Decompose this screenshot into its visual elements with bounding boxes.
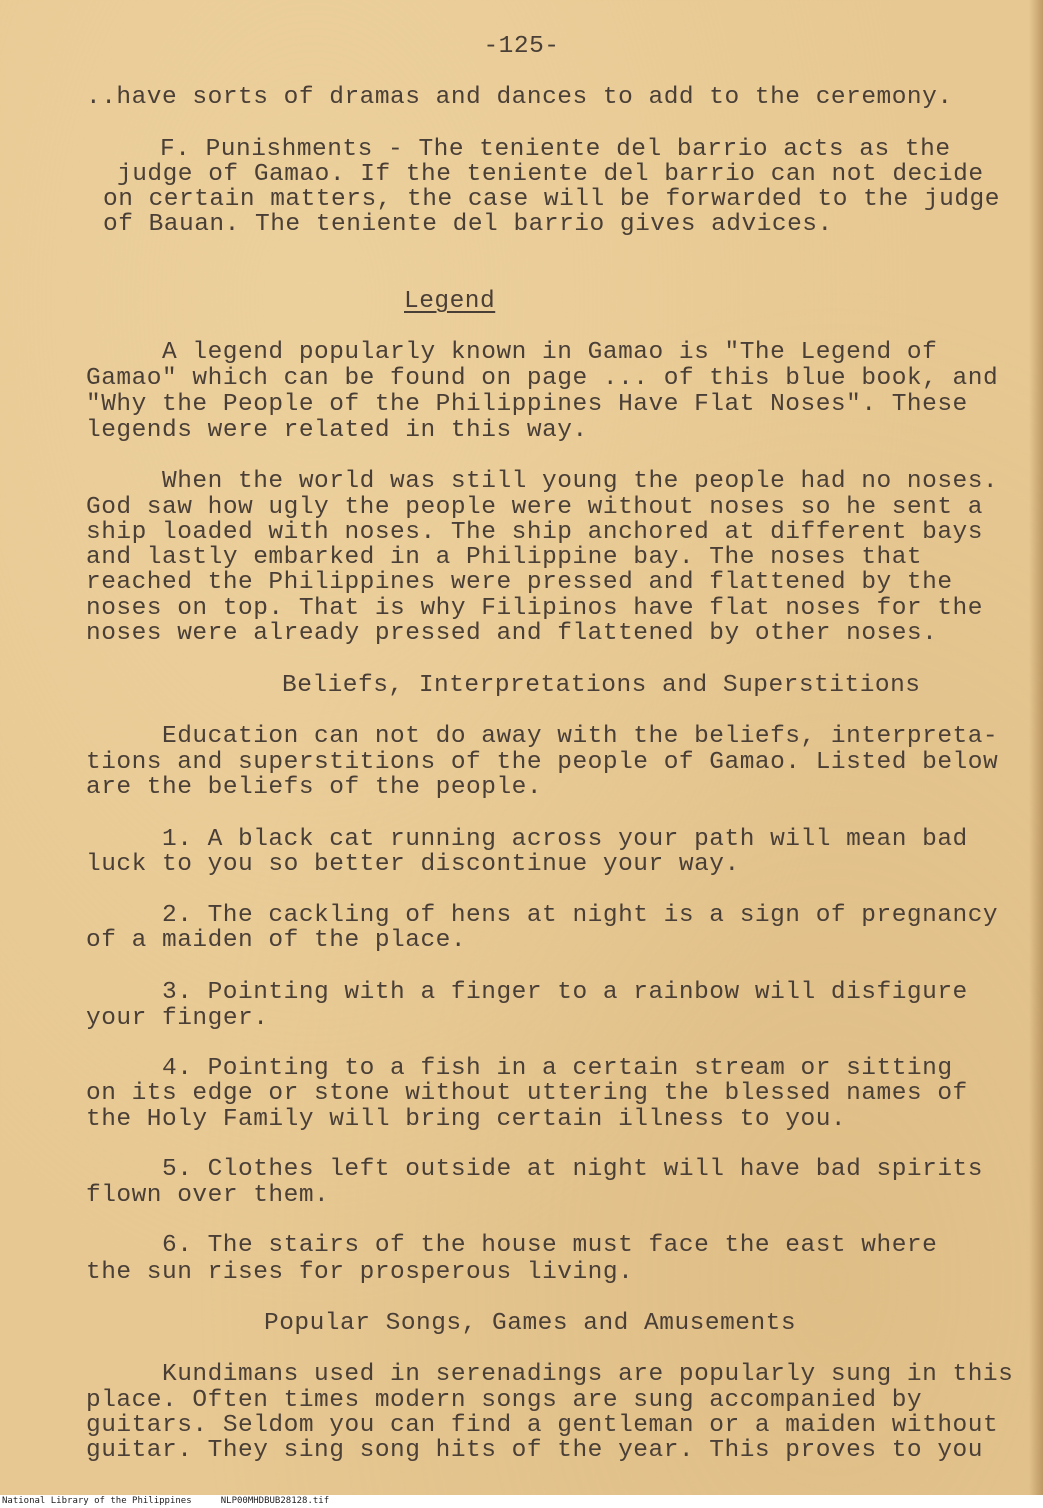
text-line: "Why the People of the Philippines Have Flat Noses". These [86, 391, 968, 418]
text-line: 5. Clothes left outside at night will have bad spirits [162, 1156, 983, 1183]
text-line: place. Often times modern songs are sung accompanied by [86, 1387, 923, 1414]
scan-footer [0, 1495, 1043, 1508]
text-line: legends were related in this way. [86, 417, 588, 444]
text-line: guitars. Seldom you can find a gentleman or a maiden without [86, 1412, 999, 1439]
text-line: your finger. [86, 1005, 269, 1032]
text-line: are the beliefs of the people. [86, 774, 543, 801]
text-line: luck to you so better discontinue your way. [86, 851, 740, 878]
text-line: guitar. They sing song hits of the year. This proves to you [86, 1437, 983, 1464]
footer-file: NLP00MHDBUB28128.tif [220, 1496, 330, 1506]
page-number: -125- [483, 33, 560, 60]
text-line: judge of Gamao. If the teniente del barrio can not decide [117, 161, 984, 188]
songs-heading: Popular Songs, Games and Amusements [264, 1310, 797, 1337]
footer-library: National Library of the Philippines [2, 1496, 192, 1506]
text-line: tions and superstitions of the people of Gamao. Listed below [86, 749, 999, 776]
text-line: Kundimans used in serenadings are popularly sung in this [162, 1361, 1014, 1388]
text-line: and lastly embarked in a Philippine bay. The noses that [86, 544, 923, 571]
text-line: 2. The cackling of hens at night is a sign of pregnancy [162, 902, 999, 929]
text-line: F. Punishments - The teniente del barrio acts as the [160, 136, 951, 163]
text-line: Gamao" which can be found on page ... of this blue book, and [86, 365, 999, 392]
text-line: 4. Pointing to a fish in a certain stream or sitting [162, 1055, 953, 1082]
text-line: the Holy Family will bring certain illness to you. [86, 1106, 847, 1133]
text-line: 3. Pointing with a finger to a rainbow will disfigure [162, 979, 968, 1006]
text-line: flown over them. [86, 1182, 330, 1209]
text-line: Education can not do away with the beliefs, interpreta- [162, 723, 999, 750]
text-line: When the world was still young the people had no noses. [162, 468, 999, 495]
intro-line: ..have sorts of dramas and dances to add to the ceremony. [86, 84, 953, 111]
text-line: noses on top. That is why Filipinos have flat noses for the [86, 595, 983, 622]
text-line: on its edge or stone without uttering the blessed names of [86, 1080, 968, 1107]
text-line: A legend popularly known in Gamao is "The Legend of [162, 339, 938, 366]
text-line: the sun rises for prosperous living. [86, 1259, 634, 1286]
legend-heading: Legend [404, 288, 496, 315]
text-line: 1. A black cat running across your path will mean bad [162, 826, 968, 853]
text-line: God saw how ugly the people were without noses so he sent a [86, 494, 983, 521]
beliefs-heading: Beliefs, Interpretations and Superstitions [282, 672, 921, 699]
text-line: reached the Philippines were pressed and flattened by the [86, 569, 953, 596]
text-line: of a maiden of the place. [86, 927, 467, 954]
text-line: 6. The stairs of the house must face the east where [162, 1232, 938, 1259]
text-line: of Bauan. The teniente del barrio gives advices. [103, 211, 833, 238]
text-line: on certain matters, the case will be forwarded to the judge [103, 186, 1000, 213]
text-line: ship loaded with noses. The ship anchored at different bays [86, 519, 983, 546]
text-line: noses were already pressed and flattened by other noses. [86, 620, 938, 647]
